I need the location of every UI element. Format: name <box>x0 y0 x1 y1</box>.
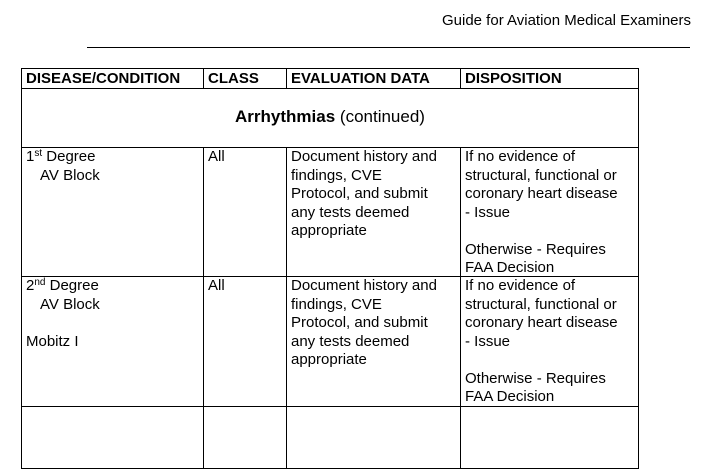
condition-line-2: AV Block <box>40 295 100 313</box>
table-row-1-evaluation <box>287 148 461 277</box>
column-header-condition: DISEASE/CONDITION <box>22 69 204 89</box>
table-row-2-class: All <box>204 277 287 407</box>
disposition-otherwise-line: Otherwise - Requires <box>465 369 606 387</box>
evaluation-line: Protocol, and submit <box>291 314 428 331</box>
condition-table <box>21 68 639 469</box>
evaluation-line: appropriate <box>291 222 367 239</box>
condition-ordinal-suffix: st <box>34 148 43 159</box>
disposition-line: structural, functional or <box>465 166 617 184</box>
evaluation-line: appropriate <box>291 351 367 368</box>
table-row-3-partial <box>287 407 461 469</box>
condition-degree: Degree <box>42 148 96 165</box>
condition-ordinal-suffix: nd <box>34 277 46 288</box>
table-row-3-partial <box>204 407 287 469</box>
evaluation-line: Document history and <box>291 277 437 294</box>
disposition-gap <box>465 222 634 241</box>
table-row-2-condition <box>22 277 204 407</box>
condition-degree: Degree <box>45 277 99 294</box>
condition-line-1 <box>26 148 199 167</box>
condition-ordinal: 2 <box>26 277 35 294</box>
page-header-title: Guide for Aviation Medical Examiners <box>441 12 691 29</box>
table-row-2-disposition <box>461 277 639 407</box>
condition-ordinal: 1 <box>26 148 35 165</box>
disposition-gap <box>465 351 634 370</box>
table-row-3-partial <box>461 407 639 469</box>
evaluation-line: any tests deemed <box>291 332 410 350</box>
disposition-line: - Issue <box>465 332 511 350</box>
table-row-2-evaluation <box>287 277 461 407</box>
condition-extra: Mobitz I <box>26 332 79 350</box>
evaluation-line: Document history and <box>291 148 437 165</box>
evaluation-line: any tests deemed <box>291 203 410 221</box>
table-row-1-disposition <box>461 148 639 277</box>
condition-line-2: AV Block <box>40 166 100 184</box>
column-header-evaluation: EVALUATION DATA <box>287 69 461 89</box>
disposition-line: If no evidence of <box>465 148 576 165</box>
section-subtitle: (continued) <box>339 107 425 126</box>
disposition-line: If no evidence of <box>465 277 576 294</box>
evaluation-line: findings, CVE <box>291 166 382 184</box>
disposition-line: coronary heart disease <box>465 314 618 331</box>
section-header <box>22 89 639 148</box>
disposition-otherwise-line: Otherwise - Requires <box>465 240 606 258</box>
table-row-3-partial <box>22 407 204 469</box>
table-row-1-class: All <box>204 148 287 277</box>
column-header-class: CLASS <box>204 69 287 89</box>
evaluation-line: findings, CVE <box>291 295 382 313</box>
section-title: Arrhythmias <box>235 107 336 126</box>
condition-gap <box>26 314 199 333</box>
disposition-line: coronary heart disease <box>465 185 618 202</box>
disposition-line: - Issue <box>465 203 511 221</box>
disposition-otherwise-line: FAA Decision <box>465 388 555 405</box>
column-header-disposition: DISPOSITION <box>461 69 639 89</box>
condition-line-1 <box>26 277 199 296</box>
table-row-1-condition <box>22 148 204 277</box>
disposition-line: structural, functional or <box>465 295 617 313</box>
evaluation-line: Protocol, and submit <box>291 185 428 202</box>
disposition-otherwise-line: FAA Decision <box>465 259 555 276</box>
header-rule <box>87 47 690 48</box>
